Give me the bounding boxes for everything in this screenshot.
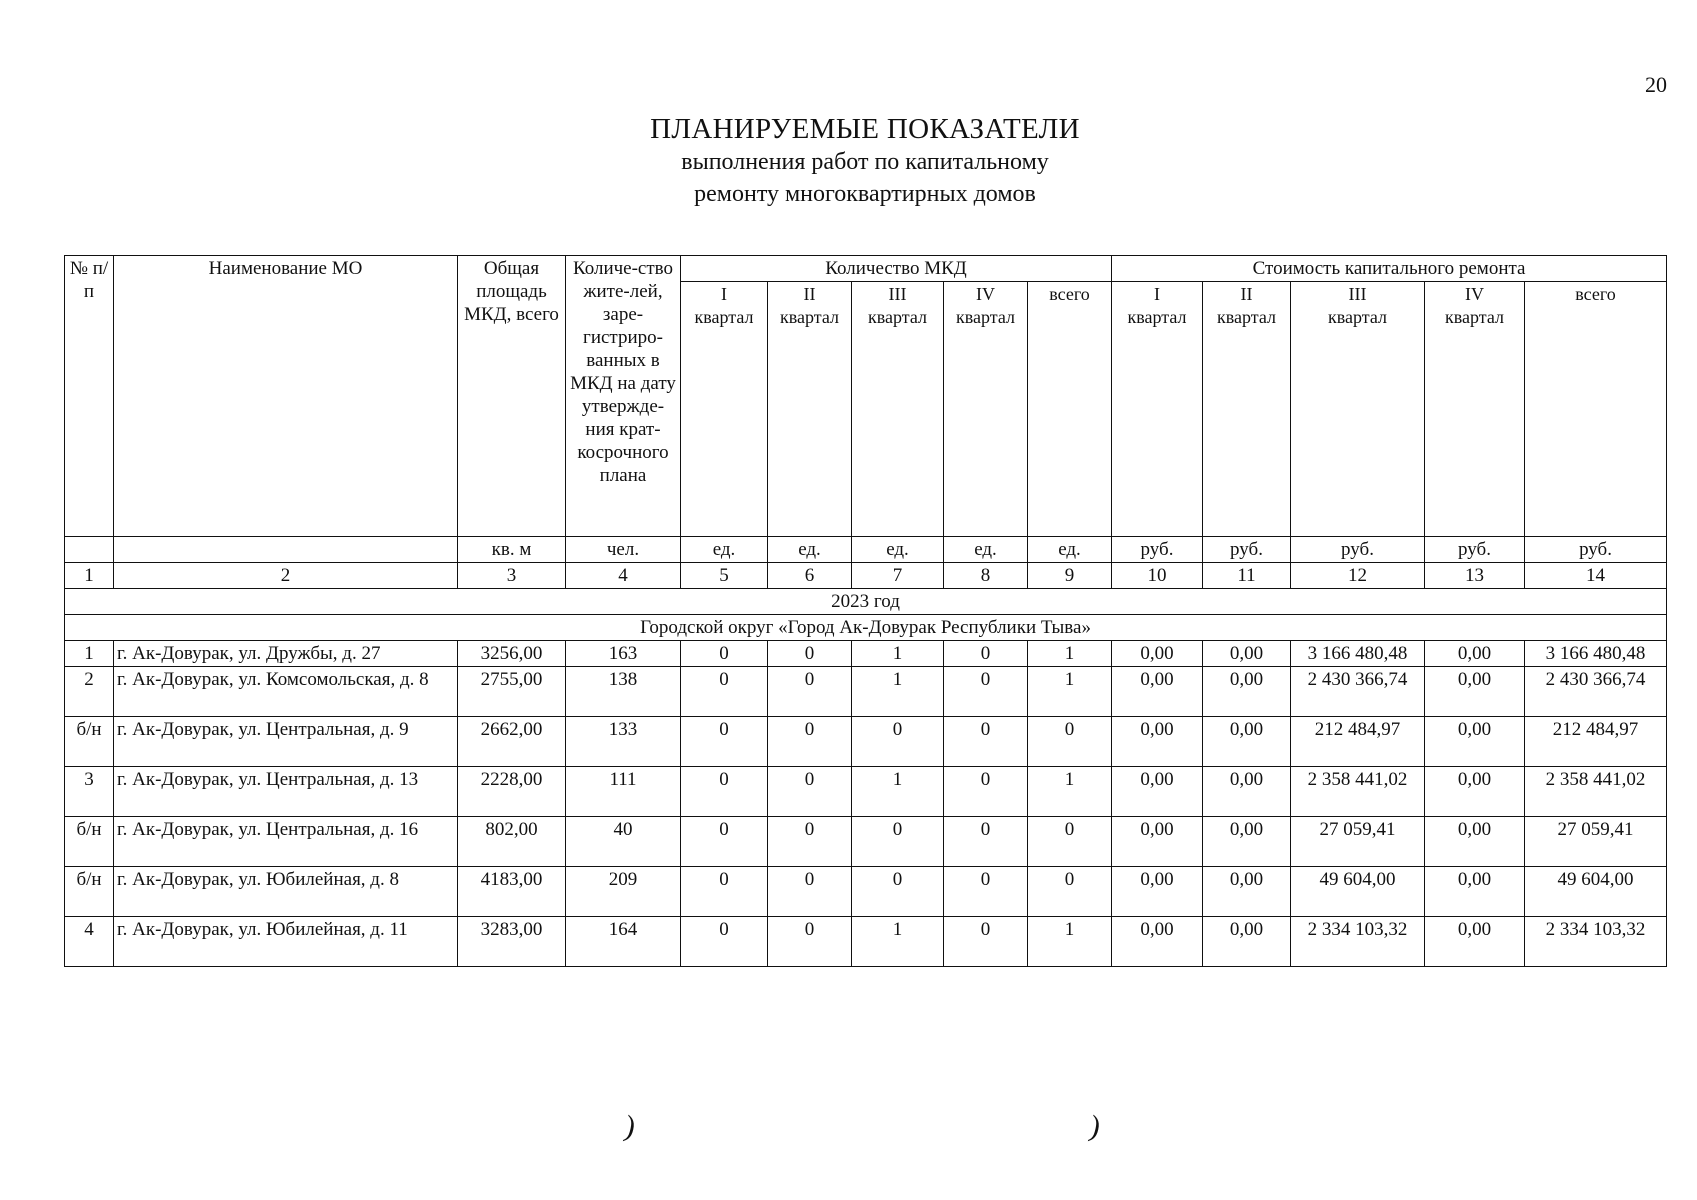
header-cost-group: Стоимость капитального ремонта: [1112, 256, 1667, 282]
header-cost-q3: [1291, 282, 1425, 537]
row-count-q2: 0: [768, 717, 852, 767]
row-num: б/н: [65, 867, 114, 917]
row-count-total: 1: [1028, 641, 1112, 667]
row-count-total: 0: [1028, 717, 1112, 767]
unit-count: ед.: [681, 537, 768, 563]
row-count-q1: 0: [681, 767, 768, 817]
header-cost-q2: [1203, 282, 1291, 537]
column-number: 12: [1291, 563, 1425, 589]
unit-cost: руб.: [1203, 537, 1291, 563]
handwritten-mark: ): [621, 1109, 639, 1144]
row-name: г. Ак-Довурак, ул. Юбилейная, д. 8: [114, 867, 458, 917]
row-cost-q4: 0,00: [1425, 767, 1525, 817]
row-count-q4: 0: [944, 667, 1028, 717]
row-cost-q2: 0,00: [1203, 641, 1291, 667]
row-area: 2662,00: [458, 717, 566, 767]
row-num: б/н: [65, 717, 114, 767]
header-cost-q4: [1425, 282, 1525, 537]
unit-cost: руб.: [1525, 537, 1667, 563]
row-num: 3: [65, 767, 114, 817]
row-cost-q3: 27 059,41: [1291, 817, 1425, 867]
column-number: 3: [458, 563, 566, 589]
unit-count: ед.: [944, 537, 1028, 563]
row-count-q2: 0: [768, 767, 852, 817]
header-count-q1: [681, 282, 768, 537]
row-count-total: 1: [1028, 667, 1112, 717]
row-area: 2755,00: [458, 667, 566, 717]
row-count-q1: 0: [681, 817, 768, 867]
column-number: 1: [65, 563, 114, 589]
row-cost-q1: 0,00: [1112, 817, 1203, 867]
row-residents: 164: [566, 917, 681, 967]
title-line-2: выполнения работ по капитальному: [681, 149, 1049, 175]
row-cost-q2: 0,00: [1203, 867, 1291, 917]
row-residents: 209: [566, 867, 681, 917]
header-count-group: Количество МКД: [681, 256, 1112, 282]
header-name: Наименование МО: [114, 256, 458, 537]
header-num: № п/п: [65, 256, 114, 537]
row-cost-q3: 212 484,97: [1291, 717, 1425, 767]
row-count-q2: 0: [768, 817, 852, 867]
row-count-q1: 0: [681, 641, 768, 667]
row-area: 3256,00: [458, 641, 566, 667]
row-area: 802,00: [458, 817, 566, 867]
quarter-label: квартал: [956, 307, 1015, 327]
roman-numeral: IV: [976, 284, 995, 304]
row-cost-q1: 0,00: [1112, 717, 1203, 767]
row-cost-q1: 0,00: [1112, 767, 1203, 817]
year-label: 2023 год: [65, 589, 1667, 615]
row-count-q4: 0: [944, 917, 1028, 967]
row-name: г. Ак-Довурак, ул. Дружбы, д. 27: [114, 641, 458, 667]
row-area: 4183,00: [458, 867, 566, 917]
column-numbers-row: [65, 563, 1667, 589]
roman-numeral: I: [721, 284, 727, 304]
row-count-total: 0: [1028, 867, 1112, 917]
row-count-q2: 0: [768, 917, 852, 967]
table-row: [65, 767, 1667, 817]
row-count-total: 1: [1028, 917, 1112, 967]
row-count-q2: 0: [768, 667, 852, 717]
unit-count: ед.: [1028, 537, 1112, 563]
row-area: 3283,00: [458, 917, 566, 967]
row-cost-q4: 0,00: [1425, 717, 1525, 767]
column-number: 6: [768, 563, 852, 589]
data-rows: [65, 641, 1667, 967]
unit-count: ед.: [852, 537, 944, 563]
row-num: 4: [65, 917, 114, 967]
row-name: г. Ак-Довурак, ул. Центральная, д. 9: [114, 717, 458, 767]
row-cost-total: 2 358 441,02: [1525, 767, 1667, 817]
row-name: г. Ак-Довурак, ул. Центральная, д. 13: [114, 767, 458, 817]
row-count-q4: 0: [944, 817, 1028, 867]
row-cost-q2: 0,00: [1203, 717, 1291, 767]
table-row: [65, 667, 1667, 717]
unit-cost: руб.: [1112, 537, 1203, 563]
indicators-table: [64, 255, 1667, 967]
quarter-label: квартал: [1445, 307, 1504, 327]
column-number: 11: [1203, 563, 1291, 589]
title-line-3: ремонту многоквартирных домов: [694, 181, 1036, 207]
row-cost-q3: 49 604,00: [1291, 867, 1425, 917]
header-count-total: всего: [1028, 282, 1112, 537]
row-cost-total: 2 430 366,74: [1525, 667, 1667, 717]
row-cost-q4: 0,00: [1425, 817, 1525, 867]
row-count-q1: 0: [681, 917, 768, 967]
row-cost-q3: 3 166 480,48: [1291, 641, 1425, 667]
handwritten-mark: ): [1086, 1109, 1104, 1144]
header-row-1: [65, 256, 1667, 282]
row-residents: 133: [566, 717, 681, 767]
row-cost-q2: 0,00: [1203, 767, 1291, 817]
row-count-q3: 0: [852, 717, 944, 767]
row-cost-q4: 0,00: [1425, 667, 1525, 717]
unit-cost: руб.: [1425, 537, 1525, 563]
row-count-q3: 0: [852, 867, 944, 917]
row-count-q4: 0: [944, 717, 1028, 767]
row-cost-q4: 0,00: [1425, 641, 1525, 667]
unit-empty-num: [65, 537, 114, 563]
title-line-1: ПЛАНИРУЕМЫЕ ПОКАЗАТЕЛИ: [650, 113, 1080, 145]
column-number: 8: [944, 563, 1028, 589]
unit-area: кв. м: [458, 537, 566, 563]
row-name: г. Ак-Довурак, ул. Центральная, д. 16: [114, 817, 458, 867]
column-number: 13: [1425, 563, 1525, 589]
row-count-q4: 0: [944, 867, 1028, 917]
row-count-q4: 0: [944, 641, 1028, 667]
row-count-q2: 0: [768, 641, 852, 667]
quarter-label: квартал: [1217, 307, 1276, 327]
district-label: Городской округ «Город Ак-Довурак Республики Тыва»: [65, 615, 1667, 641]
row-cost-q2: 0,00: [1203, 817, 1291, 867]
unit-cost: руб.: [1291, 537, 1425, 563]
column-number: 9: [1028, 563, 1112, 589]
column-number: 4: [566, 563, 681, 589]
row-cost-q1: 0,00: [1112, 667, 1203, 717]
row-cost-q4: 0,00: [1425, 867, 1525, 917]
row-residents: 40: [566, 817, 681, 867]
row-num: 2: [65, 667, 114, 717]
row-residents: 163: [566, 641, 681, 667]
row-residents: 111: [566, 767, 681, 817]
header-area: Общая площадь МКД, всего: [458, 256, 566, 537]
roman-numeral: II: [803, 284, 816, 304]
row-count-q1: 0: [681, 867, 768, 917]
table-row: [65, 817, 1667, 867]
quarter-label: квартал: [1328, 307, 1387, 327]
row-cost-q3: 2 358 441,02: [1291, 767, 1425, 817]
row-num: 1: [65, 641, 114, 667]
header-count-q3: [852, 282, 944, 537]
table-row: [65, 917, 1667, 967]
quarter-label: квартал: [694, 307, 754, 327]
row-name: г. Ак-Довурак, ул. Комсомольская, д. 8: [114, 667, 458, 717]
header-residents: Количе-ство жите-лей, заре-гистриро-ванных в МКД на дату утвержде-ния крат-косрочного плана: [566, 256, 681, 537]
units-row: [65, 537, 1667, 563]
row-cost-q4: 0,00: [1425, 917, 1525, 967]
row-cost-total: 3 166 480,48: [1525, 641, 1667, 667]
unit-count: ед.: [768, 537, 852, 563]
row-count-q1: 0: [681, 667, 768, 717]
row-cost-q3: 2 430 366,74: [1291, 667, 1425, 717]
row-count-total: 0: [1028, 817, 1112, 867]
table-row: [65, 641, 1667, 667]
row-cost-total: 27 059,41: [1525, 817, 1667, 867]
column-number: 10: [1112, 563, 1203, 589]
header-cost-total: всего: [1525, 282, 1667, 537]
row-cost-q3: 2 334 103,32: [1291, 917, 1425, 967]
roman-numeral: III: [888, 284, 907, 304]
row-count-q1: 0: [681, 717, 768, 767]
row-cost-total: 212 484,97: [1525, 717, 1667, 767]
column-number: 14: [1525, 563, 1667, 589]
header-count-q2: [768, 282, 852, 537]
row-num: б/н: [65, 817, 114, 867]
district-row: [65, 615, 1667, 641]
row-count-q3: 1: [852, 667, 944, 717]
column-number: 7: [852, 563, 944, 589]
row-count-q3: 0: [852, 817, 944, 867]
row-cost-total: 2 334 103,32: [1525, 917, 1667, 967]
table-row: [65, 867, 1667, 917]
unit-empty-name: [114, 537, 458, 563]
row-cost-total: 49 604,00: [1525, 867, 1667, 917]
row-count-total: 1: [1028, 767, 1112, 817]
header-cost-q1: [1112, 282, 1203, 537]
row-count-q3: 1: [852, 641, 944, 667]
row-name: г. Ак-Довурак, ул. Юбилейная, д. 11: [114, 917, 458, 967]
quarter-label: квартал: [780, 307, 839, 327]
column-number: 2: [114, 563, 458, 589]
roman-numeral: I: [1154, 284, 1161, 304]
year-row: [65, 589, 1667, 615]
row-cost-q1: 0,00: [1112, 867, 1203, 917]
column-number: 5: [681, 563, 768, 589]
header-count-q4: [944, 282, 1028, 537]
table-row: [65, 717, 1667, 767]
quarter-label: квартал: [1127, 307, 1187, 327]
roman-numeral: IV: [1465, 284, 1485, 304]
row-cost-q2: 0,00: [1203, 667, 1291, 717]
row-area: 2228,00: [458, 767, 566, 817]
document-title: [0, 112, 1697, 210]
row-cost-q1: 0,00: [1112, 917, 1203, 967]
roman-numeral: III: [1348, 284, 1367, 304]
row-count-q2: 0: [768, 867, 852, 917]
page-number: 20: [1645, 72, 1667, 97]
row-count-q4: 0: [944, 767, 1028, 817]
row-cost-q2: 0,00: [1203, 917, 1291, 967]
row-residents: 138: [566, 667, 681, 717]
row-count-q3: 1: [852, 917, 944, 967]
row-count-q3: 1: [852, 767, 944, 817]
roman-numeral: II: [1240, 284, 1253, 304]
unit-residents: чел.: [566, 537, 681, 563]
quarter-label: квартал: [868, 307, 927, 327]
row-cost-q1: 0,00: [1112, 641, 1203, 667]
